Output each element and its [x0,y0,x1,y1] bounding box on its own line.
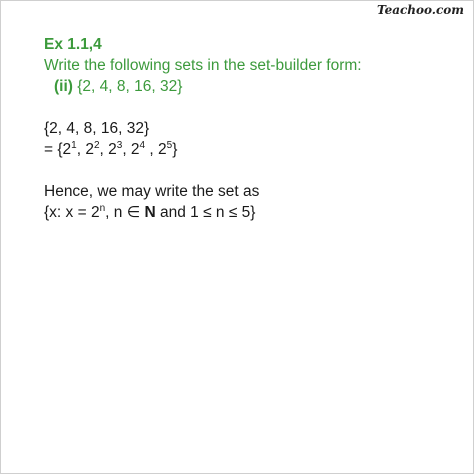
line2-term-2: , 2 [76,141,94,158]
solution-line-1: {2, 4, 8, 16, 32} [44,120,150,137]
line2-term-5: , 2 [145,141,167,158]
natural-numbers-symbol: N [144,204,156,221]
answer-middle: , n ∈ [105,204,145,221]
question-set: {2, 4, 8, 16, 32} [77,78,183,95]
question-line [54,76,460,97]
exponent-1: 1 [71,139,77,151]
answer-exponent: n [99,202,106,214]
solution-content [44,34,460,223]
exercise-title: Ex 1.1,4 [44,36,102,53]
exponent-3: 3 [116,139,123,151]
answer-suffix: and 1 ≤ n ≤ 5} [155,204,256,221]
question-part-label: (ii) [54,78,73,95]
exponent-5: 5 [166,139,173,151]
conclusion-text: Hence, we may write the set as [44,183,260,200]
line2-suffix: } [172,141,178,158]
question-instruction: Write the following sets in the set-builder form: [44,57,362,74]
teachoo-logo: Teachoo.com [377,3,464,17]
exponent-2: 2 [93,139,100,151]
exponent-4: 4 [139,139,146,151]
final-answer [44,202,460,223]
solution-line-2 [44,139,460,160]
line2-term-3: , 2 [99,141,117,158]
line2-prefix: = {2 [44,141,72,158]
spacer [44,160,460,181]
spacer [44,97,460,118]
line2-term-4: , 2 [122,141,140,158]
answer-prefix: {x: x = 2 [44,204,100,221]
